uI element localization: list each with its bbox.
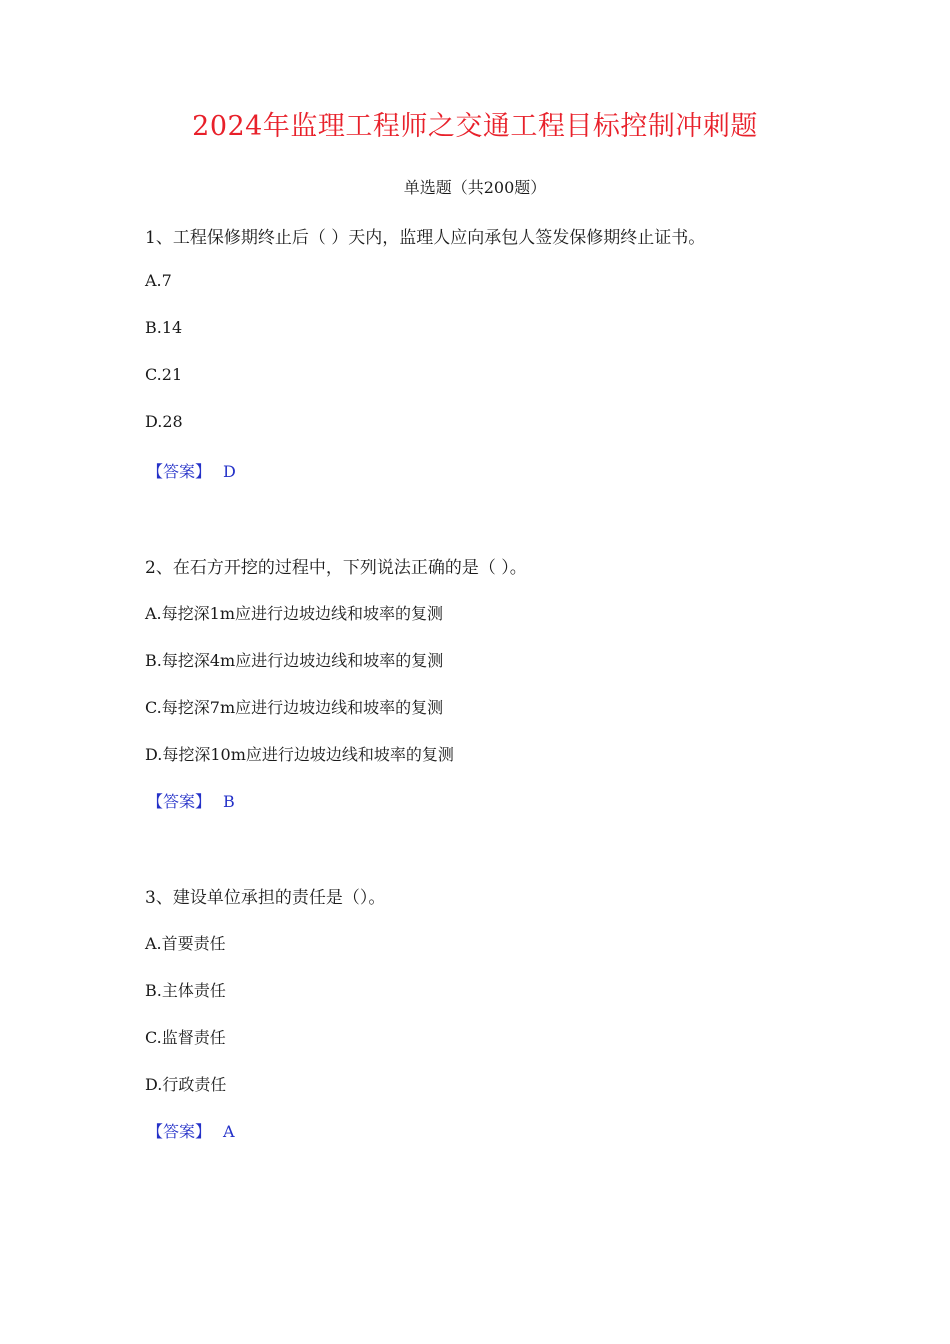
- answer-line: [147, 789, 235, 812]
- answer-line: [147, 1119, 235, 1142]
- option-b: B.14: [145, 318, 183, 337]
- option-c: C.监督责任: [145, 1028, 226, 1047]
- option-a: A.7: [145, 271, 172, 290]
- answer-label: 【答案】: [147, 792, 212, 811]
- question-stem: 1、工程保修期终止后（ ）天内，监理人应向承包人签发保修期终止证书。: [145, 228, 706, 248]
- question-stem: 2、在石方开挖的过程中，下列说法正确的是（ ）。: [145, 558, 527, 578]
- answer-value: D: [223, 462, 236, 481]
- document-title: 2024年监理工程师之交通工程目标控制冲刺题: [192, 111, 758, 142]
- option-d: D.28: [145, 412, 183, 431]
- answer-label: 【答案】: [147, 462, 212, 481]
- option-b: B.每挖深4m应进行边坡边线和坡率的复测: [145, 651, 444, 670]
- option-c: C.21: [145, 365, 183, 384]
- option-d: D.行政责任: [145, 1075, 227, 1094]
- option-a: A.首要责任: [145, 934, 226, 953]
- answer-value: B: [223, 792, 235, 811]
- answer-label: 【答案】: [147, 1122, 212, 1141]
- answer-value: A: [223, 1122, 235, 1141]
- section-heading: 单选题（共200题）: [403, 178, 547, 197]
- answer-line: [147, 459, 236, 482]
- option-a: A.每挖深1m应进行边坡边线和坡率的复测: [145, 604, 443, 623]
- option-c: C.每挖深7m应进行边坡边线和坡率的复测: [145, 698, 444, 717]
- question-stem: 3、建设单位承担的责任是（）。: [145, 888, 386, 908]
- option-d: D.每挖深10m应进行边坡边线和坡率的复测: [145, 745, 454, 764]
- option-b: B.主体责任: [145, 981, 226, 1000]
